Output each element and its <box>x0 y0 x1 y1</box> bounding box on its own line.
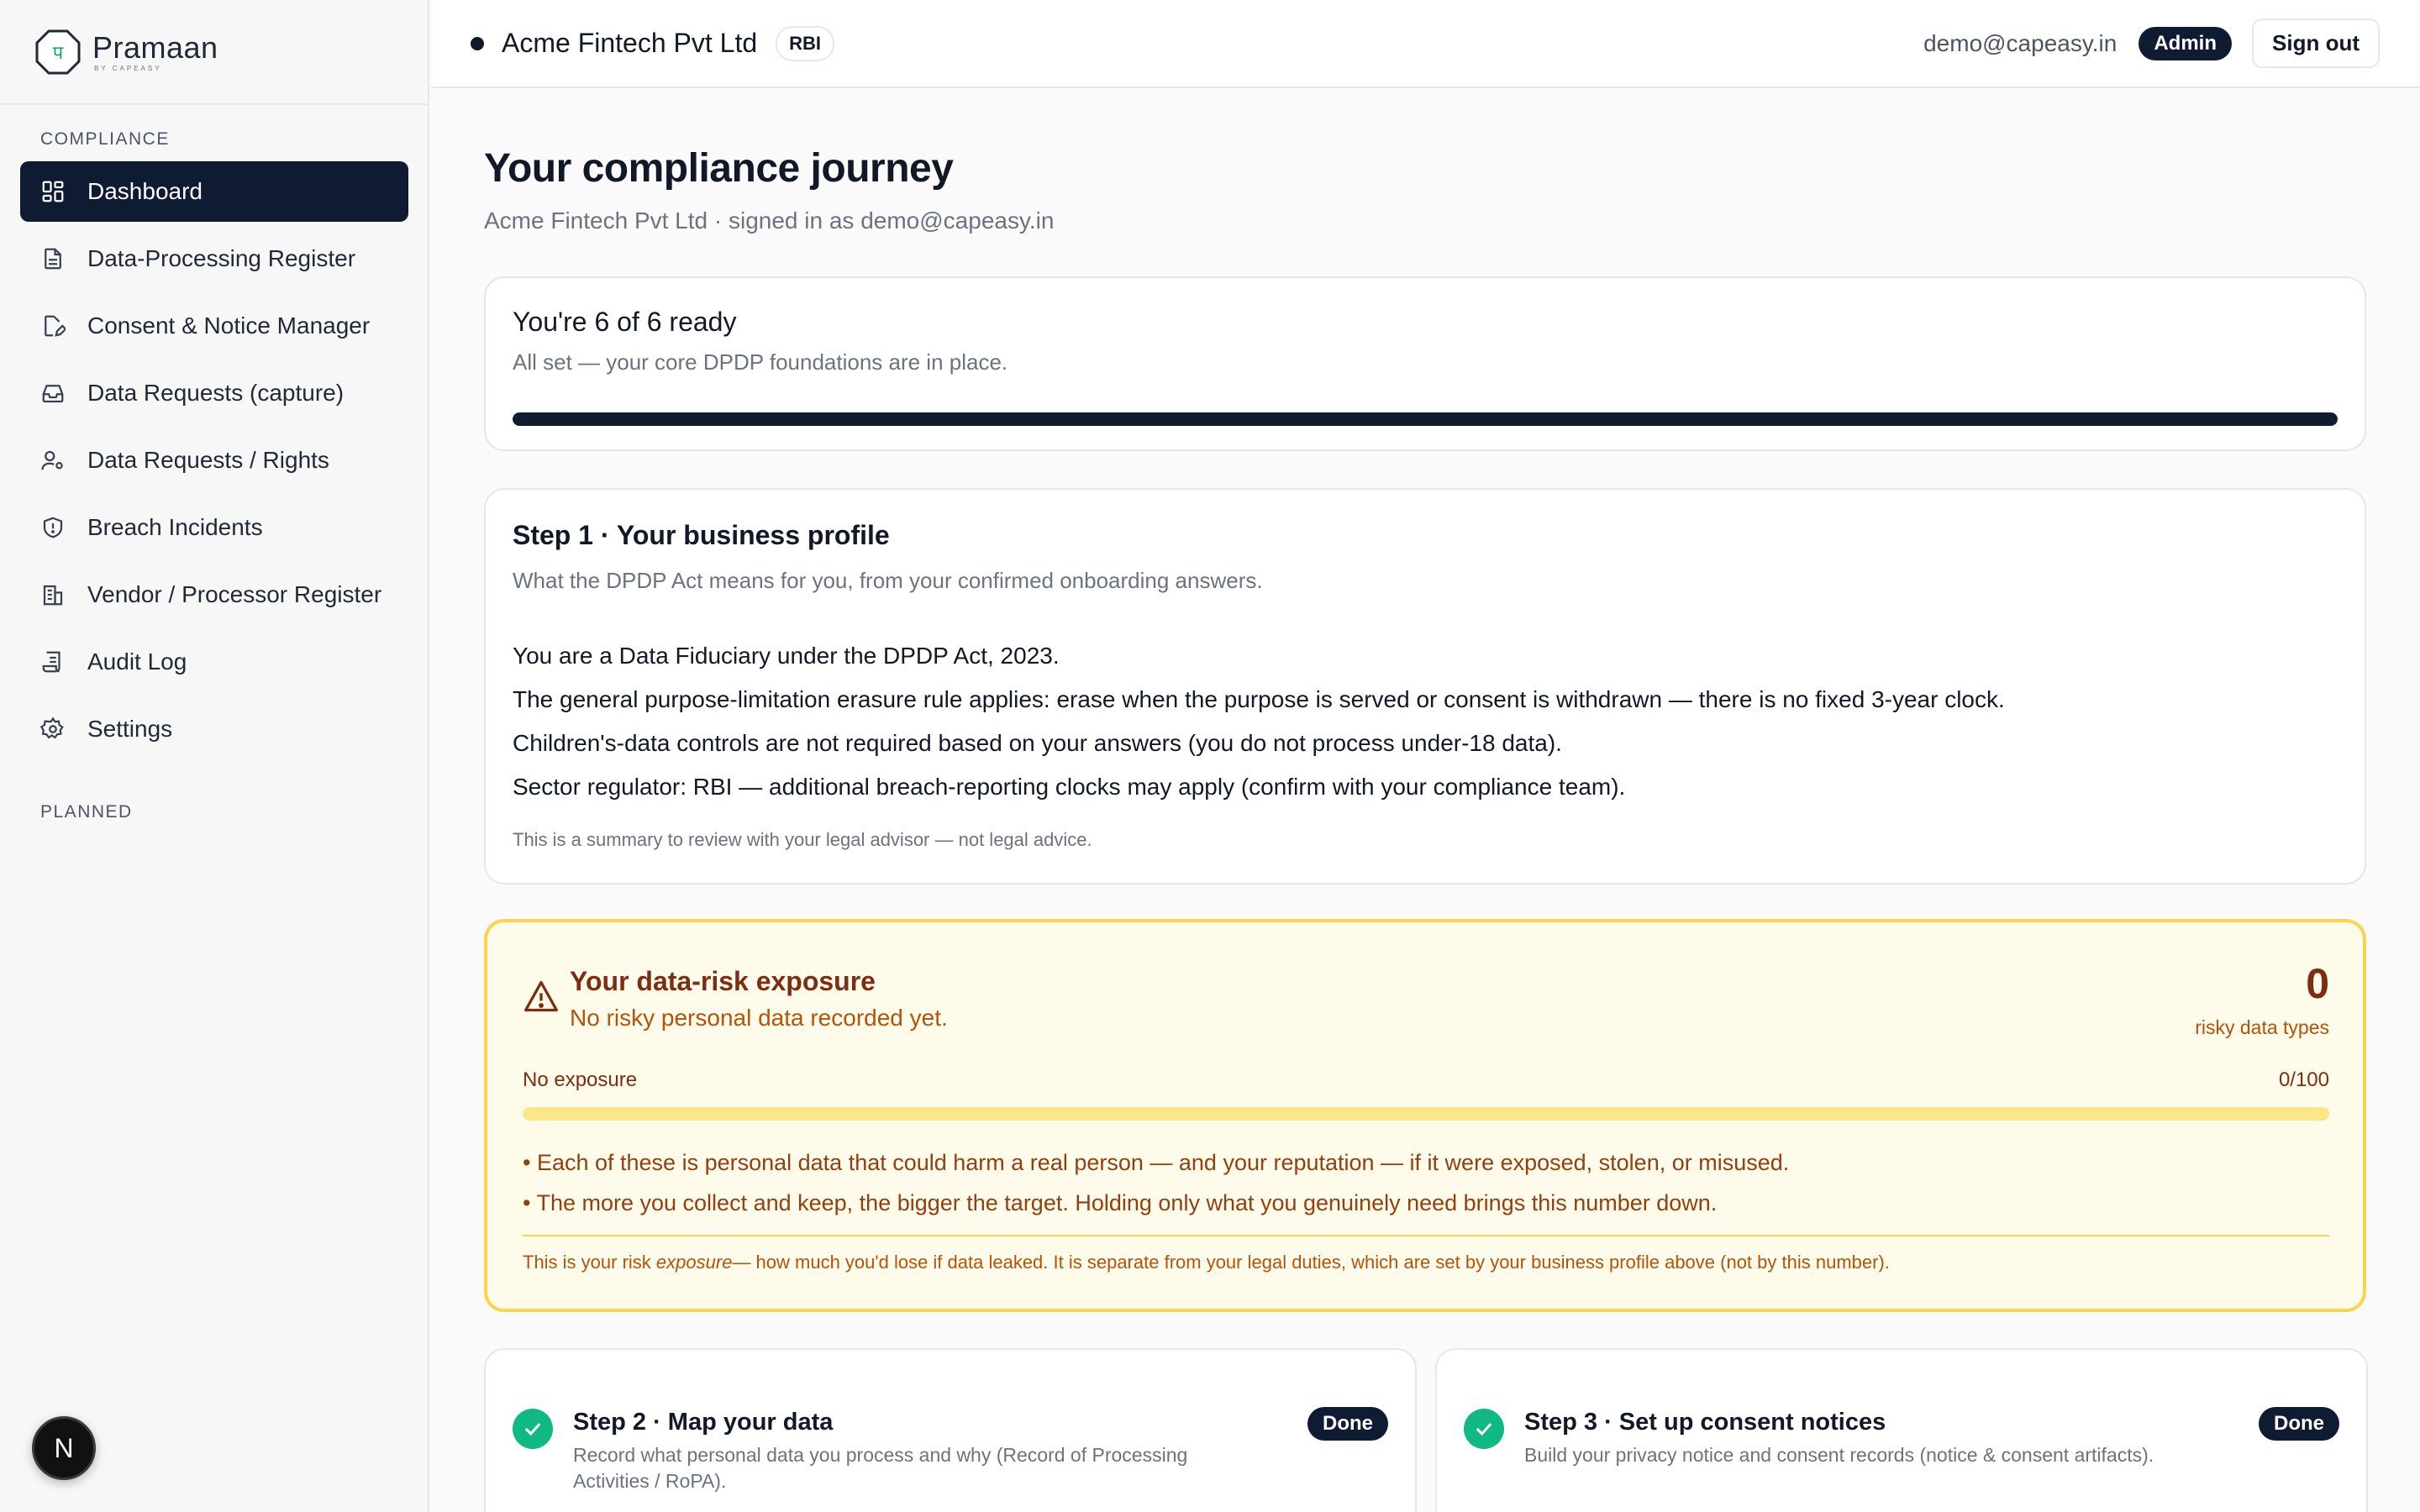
sidebar-item-label: Dashboard <box>87 178 203 204</box>
risk-count: 0 <box>2306 960 2329 1007</box>
sidebar-item-label: Audit Log <box>87 648 187 675</box>
risk-note-emphasis: exposure <box>655 1252 733 1273</box>
header-user-area <box>1923 18 2380 68</box>
risk-bullet: • Each of these is personal data that could harm a real person — and your reputation — if it were exposed, stolen, or misused. <box>523 1150 1790 1175</box>
risk-divider <box>523 1235 2329 1236</box>
page-title: Your compliance journey <box>484 146 954 191</box>
inbox-icon <box>40 381 66 406</box>
exposure-score: 0/100 <box>2278 1068 2329 1091</box>
step-title: Step 2 · Map your data <box>573 1409 834 1436</box>
org-status-dot <box>471 37 484 50</box>
risk-bullets <box>523 1142 1789 1223</box>
profile-title: Step 1 · Your business profile <box>513 520 890 550</box>
profile-statements <box>513 634 2338 809</box>
step-title: Step 3 · Set up consent notices <box>1524 1409 1886 1436</box>
sidebar-item-label: Consent & Notice Manager <box>87 312 371 339</box>
profile-statement: Children's-data controls are not required based on your answers (you do not process under-18 data). <box>513 730 1562 756</box>
document-icon <box>40 246 66 271</box>
section-label-planned: PLANNED <box>40 802 133 822</box>
shield-icon <box>40 515 66 540</box>
done-badge: Done <box>2259 1407 2339 1441</box>
risk-bullet: • The more you collect and keep, the bigger the target. Holding only what you genuinely need brings this number down. <box>523 1190 1718 1215</box>
sidebar-nav <box>20 161 408 766</box>
sidebar-item-vendor-processor-register[interactable] <box>20 564 408 625</box>
warning-triangle-icon <box>523 978 560 1015</box>
building-icon <box>40 582 66 607</box>
gear-icon <box>40 717 66 742</box>
sidebar-item-dashboard[interactable] <box>20 161 408 222</box>
risk-note-suffix: — how much you'd lose if data leaked. It is separate from your legal duties, which are set by your business profile above (not by this number). <box>732 1252 1890 1273</box>
risk-exposure-card <box>484 919 2366 1312</box>
role-badge: Admin <box>2139 27 2232 60</box>
risk-note <box>523 1252 1890 1273</box>
exposure-label: No exposure <box>523 1068 638 1091</box>
profile-disclaimer: This is a summary to review with your legal advisor — not legal advice. <box>513 829 1092 850</box>
sidebar-item-data-requests-capture[interactable] <box>20 363 408 423</box>
sidebar-item-label: Data-Processing Register <box>87 245 356 271</box>
sidebar <box>0 0 429 1512</box>
sidebar-item-data-processing-register[interactable] <box>20 228 408 289</box>
grid-icon <box>40 179 66 204</box>
readiness-subtitle: All set — your core DPDP foundations are in place. <box>513 349 1008 375</box>
sidebar-item-settings[interactable] <box>20 699 408 759</box>
brand[interactable] <box>0 0 428 105</box>
sidebar-item-consent-notice-manager[interactable] <box>20 296 408 356</box>
edit-document-icon <box>40 313 66 339</box>
sidebar-item-label: Data Requests (capture) <box>87 380 345 406</box>
profile-statement: You are a Data Fiduciary under the DPDP Act, 2023. <box>513 643 1060 669</box>
check-circle-icon <box>513 1409 553 1449</box>
exposure-bar <box>523 1107 2329 1121</box>
step-description: Build your privacy notice and consent records (notice & consent artifacts). <box>1524 1444 2154 1466</box>
org-name: Acme Fintech Pvt Ltd <box>502 28 758 58</box>
next-dev-indicator[interactable]: N <box>32 1416 96 1480</box>
step-description: Record what personal data you process and why (Record of Processing Activities / RoPA). <box>573 1444 1188 1492</box>
scroll-icon <box>40 649 66 675</box>
brand-tagline: BY CAPEASY <box>94 64 162 72</box>
sidebar-item-breach-incidents[interactable] <box>20 497 408 558</box>
sidebar-item-label: Data Requests / Rights <box>87 447 329 473</box>
top-header <box>431 0 2420 88</box>
risk-title: Your data-risk exposure <box>570 966 876 996</box>
page-subtitle: Acme Fintech Pvt Ltd · signed in as demo@capeasy.in <box>484 207 1055 234</box>
profile-statement: The general purpose-limitation erasure rule applies: erase when the purpose is served or consent is withdrawn — there is no fixed 3-year clock. <box>513 686 2005 712</box>
regulator-badge: RBI <box>776 26 834 61</box>
sidebar-item-label: Breach Incidents <box>87 514 263 540</box>
sidebar-item-label: Vendor / Processor Register <box>87 581 382 607</box>
sidebar-item-audit-log[interactable] <box>20 632 408 692</box>
sidebar-item-data-requests-rights[interactable] <box>20 430 408 491</box>
step-card-consent-notices[interactable] <box>1435 1348 2368 1512</box>
risk-subtitle: No risky personal data recorded yet. <box>570 1005 948 1031</box>
brand-name: Pramaan <box>92 29 218 65</box>
check-circle-icon <box>1464 1409 1504 1449</box>
readiness-progress-bar <box>513 412 2338 426</box>
business-profile-card <box>484 488 2366 885</box>
profile-subtitle: What the DPDP Act means for you, from your confirmed onboarding answers. <box>513 568 1263 593</box>
done-badge: Done <box>1307 1407 1388 1441</box>
readiness-progress-fill <box>513 412 2338 426</box>
section-label-compliance: COMPLIANCE <box>40 129 170 149</box>
risk-count-label: risky data types <box>2195 1016 2329 1038</box>
step-card-map-data[interactable] <box>484 1348 1417 1512</box>
pramaan-logo-icon <box>34 28 82 76</box>
readiness-card <box>484 276 2366 451</box>
risk-note-prefix: This is your risk <box>523 1252 656 1273</box>
readiness-title: You're 6 of 6 ready <box>513 307 737 337</box>
profile-statement: Sector regulator: RBI — additional breach-reporting clocks may apply (confirm with your compliance team). <box>513 774 1626 800</box>
sidebar-item-label: Settings <box>87 716 173 742</box>
sign-out-button[interactable]: Sign out <box>2252 18 2380 68</box>
user-settings-icon <box>40 448 66 473</box>
svg-text:प: प <box>52 42 64 64</box>
user-email: demo@capeasy.in <box>1923 29 2118 56</box>
